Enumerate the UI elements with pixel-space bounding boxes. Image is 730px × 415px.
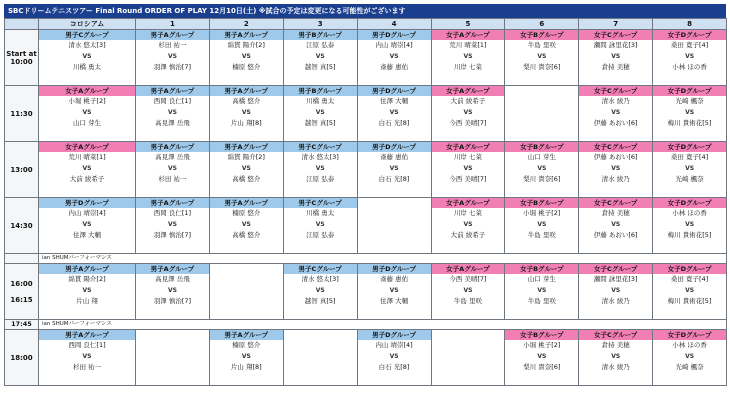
player-one: 綿貫 陽介[2] <box>227 153 265 161</box>
vs-label: VS <box>241 220 251 228</box>
match-cell <box>136 198 210 254</box>
group-label: 女子Cグループ <box>579 264 652 274</box>
player-two: 小林 ほの香 <box>672 62 707 71</box>
player-two: 片山 翔[8] <box>230 362 262 371</box>
group-label: 男子Aグループ <box>136 264 209 274</box>
player-two: 片山 翔 <box>76 296 98 305</box>
vs-label: VS <box>685 108 695 116</box>
player-one: 内山 靖崇[4] <box>68 209 106 217</box>
player-two: 斎藤 惠佑 <box>380 62 409 71</box>
group-label: 女子Dグループ <box>653 264 726 274</box>
court-header-colosseum: コロシアム <box>39 19 136 30</box>
player-two: 伊藤 あおい[6] <box>593 230 638 239</box>
player-one: 内山 靖崇[4] <box>375 41 413 49</box>
vs-label: VS <box>537 286 547 294</box>
player-two: 羽澤 慎治[7] <box>153 230 192 239</box>
player-one: 楠原 悠介 <box>232 341 261 349</box>
match-cell <box>579 198 653 254</box>
court-header-row <box>5 19 727 30</box>
vs-label: VS <box>389 164 399 172</box>
group-label: 男子Aグループ <box>39 330 135 340</box>
match-cell <box>505 30 579 86</box>
player-two: 高橋 悠介 <box>232 174 261 183</box>
player-two: 梅川 貴術花[5] <box>667 118 712 127</box>
player-two: 江原 弘泰 <box>306 230 335 239</box>
vs-label: VS <box>315 108 325 116</box>
match-cell <box>579 330 653 386</box>
vs-label: VS <box>167 164 177 172</box>
player-one: 桑田 寛子[4] <box>670 275 709 283</box>
player-one: 内山 靖崇[4] <box>375 341 413 349</box>
player-one: 牛島 里咲 <box>527 41 556 49</box>
player-one: 桑田 寛子[4] <box>670 153 709 161</box>
match-cell <box>39 198 136 254</box>
player-one: 小堀 桃子[2] <box>523 341 561 349</box>
group-label: 男子Aグループ <box>136 86 209 96</box>
court-header-3: 3 <box>283 19 357 30</box>
match-cell <box>357 142 431 198</box>
player-one: 西岡 良仁[1] <box>153 97 192 105</box>
match-cell <box>579 264 653 320</box>
performance-row <box>5 254 727 264</box>
player-one: 江原 弘泰 <box>306 41 335 49</box>
player-two: 梅川 貴術花[5] <box>667 230 712 239</box>
court-header-4: 4 <box>357 19 431 30</box>
group-label: 男子Cグループ <box>39 30 135 40</box>
slot-time: 17:45 <box>5 320 39 330</box>
match-cell <box>283 142 357 198</box>
match-cell <box>505 142 579 198</box>
player-two: 高橋 悠介 <box>232 230 261 239</box>
vs-label: VS <box>537 164 547 172</box>
vs-label: VS <box>241 352 251 360</box>
player-two: 楠原 悠介 <box>232 62 261 71</box>
time-slot-row <box>5 198 727 254</box>
group-label: 男子Aグループ <box>136 142 209 152</box>
group-label: 女子Aグループ <box>432 198 505 208</box>
empty-cell <box>431 330 505 386</box>
match-cell <box>653 86 727 142</box>
slot-time: 14:30 <box>5 198 39 254</box>
player-one: 綿貫 陽介[2] <box>68 275 106 283</box>
player-two: 倉持 美穂 <box>601 62 630 71</box>
group-label: 男子Aグループ <box>210 86 283 96</box>
match-cell <box>136 142 210 198</box>
group-label: 男子Bグループ <box>284 30 357 40</box>
match-cell <box>653 30 727 86</box>
group-label: 女子Cグループ <box>579 30 652 40</box>
group-label: 男子Dグループ <box>358 86 431 96</box>
vs-label: VS <box>315 52 325 60</box>
match-cell <box>431 30 505 86</box>
player-two: 白石 光[8] <box>378 118 410 127</box>
player-two: 大前 綾希子 <box>69 174 105 183</box>
vs-label: VS <box>82 108 92 116</box>
vs-label: VS <box>611 220 621 228</box>
match-cell <box>209 198 283 254</box>
schedule-table <box>4 18 727 386</box>
match-cell <box>39 30 136 86</box>
group-label: 女子Bグループ <box>505 30 578 40</box>
vs-label: VS <box>167 52 177 60</box>
player-one: 小堀 桃子[2] <box>68 97 106 105</box>
group-label: 女子Aグループ <box>432 30 505 40</box>
match-cell <box>653 198 727 254</box>
group-label: 女子Dグループ <box>653 30 726 40</box>
player-one: 山口 芽生 <box>527 275 556 283</box>
match-cell <box>357 264 431 320</box>
sheet-title: SBCドリームテニスツアー Final Round ORDER OF PLAY 12月10日(土) ※試合の予定は変更になる可能性がございます <box>4 4 726 18</box>
slot-time <box>5 254 39 264</box>
match-cell <box>283 264 357 320</box>
slot-time: 16:00 16:15 <box>5 264 39 320</box>
match-cell <box>653 264 727 320</box>
vs-label: VS <box>82 164 92 172</box>
group-label: 男子Dグループ <box>358 330 431 340</box>
match-cell <box>505 198 579 254</box>
group-label: 男子Aグループ <box>210 198 283 208</box>
match-cell <box>357 86 431 142</box>
player-one: 今西 美晴[7] <box>449 275 487 283</box>
performance-row <box>5 320 727 330</box>
player-one: 高見澤 岳飛 <box>155 153 190 161</box>
empty-cell <box>505 86 579 142</box>
player-one: 川岸 七菜 <box>453 153 482 161</box>
vs-label: VS <box>685 164 695 172</box>
group-label: 男子Cグループ <box>284 142 357 152</box>
group-label: 男子Cグループ <box>284 198 357 208</box>
group-label: 女子Aグループ <box>39 142 135 152</box>
vs-label: VS <box>82 220 92 228</box>
player-two: 清水 綾乃 <box>601 296 630 305</box>
vs-label: VS <box>685 352 695 360</box>
player-two: 光崎 楓奈 <box>675 362 704 371</box>
match-cell <box>39 142 136 198</box>
vs-label: VS <box>241 164 251 172</box>
player-two: 越智 真[5] <box>304 296 336 305</box>
court-header-7: 7 <box>579 19 653 30</box>
vs-label: VS <box>389 352 399 360</box>
group-label: 男子Aグループ <box>136 30 209 40</box>
vs-label: VS <box>82 352 92 360</box>
player-two: 伊藤 あおい[6] <box>593 118 638 127</box>
player-one: 山口 芽生 <box>527 153 556 161</box>
match-cell <box>209 330 283 386</box>
player-one: 小堀 桃子[2] <box>523 209 561 217</box>
player-two: 清水 綾乃 <box>601 174 630 183</box>
match-cell <box>579 30 653 86</box>
player-one: 清水 綾乃 <box>601 97 630 105</box>
court-header-6: 6 <box>505 19 579 30</box>
player-two: 川橋 勇太 <box>72 62 102 71</box>
match-cell <box>431 264 505 320</box>
player-two: 越智 真[5] <box>304 118 336 127</box>
vs-label: VS <box>611 164 621 172</box>
empty-cell <box>357 198 431 254</box>
vs-label: VS <box>463 108 473 116</box>
empty-cell <box>283 330 357 386</box>
player-two: 羽澤 慎治[7] <box>153 296 192 305</box>
vs-label: VS <box>241 108 251 116</box>
vs-label: VS <box>463 220 473 228</box>
vs-label: VS <box>389 52 399 60</box>
group-label: 男子Aグループ <box>210 330 283 340</box>
player-two: 梅川 貴術花[5] <box>667 296 712 305</box>
slot-time: 11:30 <box>5 86 39 142</box>
group-label: 女子Dグループ <box>653 330 726 340</box>
player-one: 倉持 美穂 <box>601 341 630 349</box>
player-one: 小林 ほの香 <box>672 341 707 349</box>
player-one: 荒川 晴菜[1] <box>68 153 106 161</box>
match-cell <box>579 142 653 198</box>
court-header-2: 2 <box>209 19 283 30</box>
performance-label: ian SHUMパーフォーマンス <box>39 254 727 264</box>
vs-label: VS <box>685 286 695 294</box>
match-cell <box>431 198 505 254</box>
group-label: 女子Cグループ <box>579 198 652 208</box>
player-two: 杉田 祐一 <box>72 362 102 371</box>
player-one: 荒川 晴菜[1] <box>449 41 487 49</box>
slot-time: Start at 10:00 <box>5 30 39 86</box>
group-label: 女子Cグループ <box>579 86 652 96</box>
player-one: 瀬間 詠里花[3] <box>593 41 638 49</box>
order-of-play-sheet <box>4 4 726 411</box>
player-one: 高見澤 岳飛 <box>155 275 190 283</box>
performance-label: ian SHUMパーフォーマンス <box>39 320 727 330</box>
player-one: 光崎 楓奈 <box>675 97 704 105</box>
group-label: 女子Bグループ <box>505 330 578 340</box>
vs-label: VS <box>82 286 92 294</box>
group-label: 男子Aグループ <box>210 142 283 152</box>
player-one: 川橋 勇太 <box>306 97 335 105</box>
player-two: 清水 綾乃 <box>601 362 630 371</box>
player-one: 川岸 七菜 <box>453 209 482 217</box>
vs-label: VS <box>315 286 325 294</box>
group-label: 女子Cグループ <box>579 330 652 340</box>
player-one: 西岡 良仁[1] <box>153 209 192 217</box>
match-cell <box>357 30 431 86</box>
vs-label: VS <box>241 52 251 60</box>
player-one: 清水 悠太[3] <box>301 275 339 283</box>
slot-time: 13:00 <box>5 142 39 198</box>
player-two: 今西 美晴[7] <box>449 118 487 127</box>
player-one: 倉持 美穂 <box>601 209 630 217</box>
player-one: 小林 ほの香 <box>672 209 707 217</box>
vs-label: VS <box>463 164 473 172</box>
player-two: 白石 光[8] <box>378 174 410 183</box>
group-label: 男子Dグループ <box>358 142 431 152</box>
player-two: 梨川 貴奈[6] <box>523 174 561 183</box>
match-cell <box>209 86 283 142</box>
group-label: 女子Bグループ <box>505 142 578 152</box>
player-one: 桑田 寛子[4] <box>670 41 709 49</box>
group-label: 女子Dグループ <box>653 142 726 152</box>
time-slot-row <box>5 30 727 86</box>
group-label: 男子Dグループ <box>39 198 135 208</box>
match-cell <box>136 264 210 320</box>
time-slot-row <box>5 142 727 198</box>
time-slot-row <box>5 264 727 320</box>
match-cell <box>431 142 505 198</box>
vs-label: VS <box>167 108 177 116</box>
match-cell <box>39 264 136 320</box>
match-cell <box>209 30 283 86</box>
group-label: 男子Dグループ <box>358 264 431 274</box>
player-two: 住澤 大輔 <box>380 296 409 305</box>
vs-label: VS <box>167 286 177 294</box>
player-two: 山口 芽生 <box>72 118 102 127</box>
match-cell <box>283 198 357 254</box>
player-one: 杉田 祐一 <box>158 41 187 49</box>
player-one: 西岡 良仁[1] <box>68 341 106 349</box>
group-label: 男子Aグループ <box>210 30 283 40</box>
vs-label: VS <box>685 52 695 60</box>
player-two: 白石 光[8] <box>378 362 410 371</box>
player-one: 清水 悠太[3] <box>301 153 339 161</box>
player-two: 川岸 七菜 <box>453 62 482 71</box>
court-header-5: 5 <box>431 19 505 30</box>
match-cell <box>39 330 136 386</box>
player-two: 羽澤 慎治[7] <box>153 62 192 71</box>
vs-label: VS <box>611 286 621 294</box>
match-cell <box>579 86 653 142</box>
match-cell <box>505 330 579 386</box>
vs-label: VS <box>315 164 325 172</box>
group-label: 男子Bグループ <box>284 86 357 96</box>
player-one: 清水 悠太[3] <box>68 41 106 49</box>
player-one: 瀬間 詠里花[3] <box>593 275 638 283</box>
player-two: 杉田 祐一 <box>158 174 187 183</box>
player-one: 川橋 勇太 <box>306 209 335 217</box>
match-cell <box>431 86 505 142</box>
player-two: 今西 美晴[7] <box>449 174 487 183</box>
group-label: 男子Aグループ <box>136 198 209 208</box>
player-two: 片山 翔[8] <box>230 118 262 127</box>
player-two: 光崎 楓奈 <box>675 174 704 183</box>
vs-label: VS <box>611 52 621 60</box>
group-label: 女子Bグループ <box>505 198 578 208</box>
player-one: 斎藤 惠佑 <box>380 275 409 283</box>
vs-label: VS <box>685 220 695 228</box>
group-label: 女子Bグループ <box>505 264 578 274</box>
group-label: 男子Aグループ <box>39 264 135 274</box>
court-header-8: 8 <box>653 19 727 30</box>
match-cell <box>283 30 357 86</box>
vs-label: VS <box>315 220 325 228</box>
match-cell <box>505 264 579 320</box>
vs-label: VS <box>611 352 621 360</box>
vs-label: VS <box>463 52 473 60</box>
player-one: 伊藤 あおい[6] <box>593 153 638 161</box>
group-label: 女子Aグループ <box>432 142 505 152</box>
time-slot-row <box>5 86 727 142</box>
vs-label: VS <box>537 352 547 360</box>
group-label: 男子Dグループ <box>358 30 431 40</box>
vs-label: VS <box>167 220 177 228</box>
slot-time: 18:00 <box>5 330 39 386</box>
match-cell <box>209 142 283 198</box>
player-two: 梨川 貴奈[6] <box>523 62 561 71</box>
vs-label: VS <box>389 286 399 294</box>
group-label: 女子Aグループ <box>432 86 505 96</box>
vs-label: VS <box>389 108 399 116</box>
player-two: 牛島 里咲 <box>527 230 556 239</box>
player-one: 大前 綾希子 <box>450 97 486 105</box>
player-two: 越智 真[5] <box>304 62 336 71</box>
group-label: 女子Aグループ <box>432 264 505 274</box>
player-one: 高橋 悠介 <box>232 97 261 105</box>
vs-label: VS <box>463 286 473 294</box>
match-cell <box>653 142 727 198</box>
time-slot-row <box>5 330 727 386</box>
player-two: 江原 弘泰 <box>306 174 335 183</box>
group-label: 女子Dグループ <box>653 86 726 96</box>
player-two: 住澤 大輔 <box>72 230 102 239</box>
player-two: 牛島 里咲 <box>453 296 482 305</box>
player-one: 斎藤 惠佑 <box>380 153 409 161</box>
match-cell <box>39 86 136 142</box>
player-two: 大前 綾希子 <box>450 230 486 239</box>
empty-cell <box>209 264 283 320</box>
match-cell <box>283 86 357 142</box>
group-label: 男子Cグループ <box>284 264 357 274</box>
match-cell <box>136 30 210 86</box>
player-two: 高見澤 岳飛 <box>155 118 190 127</box>
group-label: 女子Aグループ <box>39 86 135 96</box>
player-one: 綿貫 陽介[2] <box>227 41 265 49</box>
vs-label: VS <box>537 220 547 228</box>
group-label: 女子Dグループ <box>653 198 726 208</box>
vs-label: VS <box>611 108 621 116</box>
court-header-1: 1 <box>136 19 210 30</box>
time-column-header <box>5 19 39 30</box>
vs-label: VS <box>537 52 547 60</box>
match-cell <box>136 86 210 142</box>
match-cell <box>357 330 431 386</box>
vs-label: VS <box>82 52 92 60</box>
player-two: 牛島 里咲 <box>527 296 556 305</box>
empty-cell <box>136 330 210 386</box>
player-one: 楠原 悠介 <box>232 209 261 217</box>
match-cell <box>653 330 727 386</box>
group-label: 女子Cグループ <box>579 142 652 152</box>
player-two: 梨川 貴奈[6] <box>523 362 561 371</box>
player-one: 住澤 大輔 <box>380 97 409 105</box>
